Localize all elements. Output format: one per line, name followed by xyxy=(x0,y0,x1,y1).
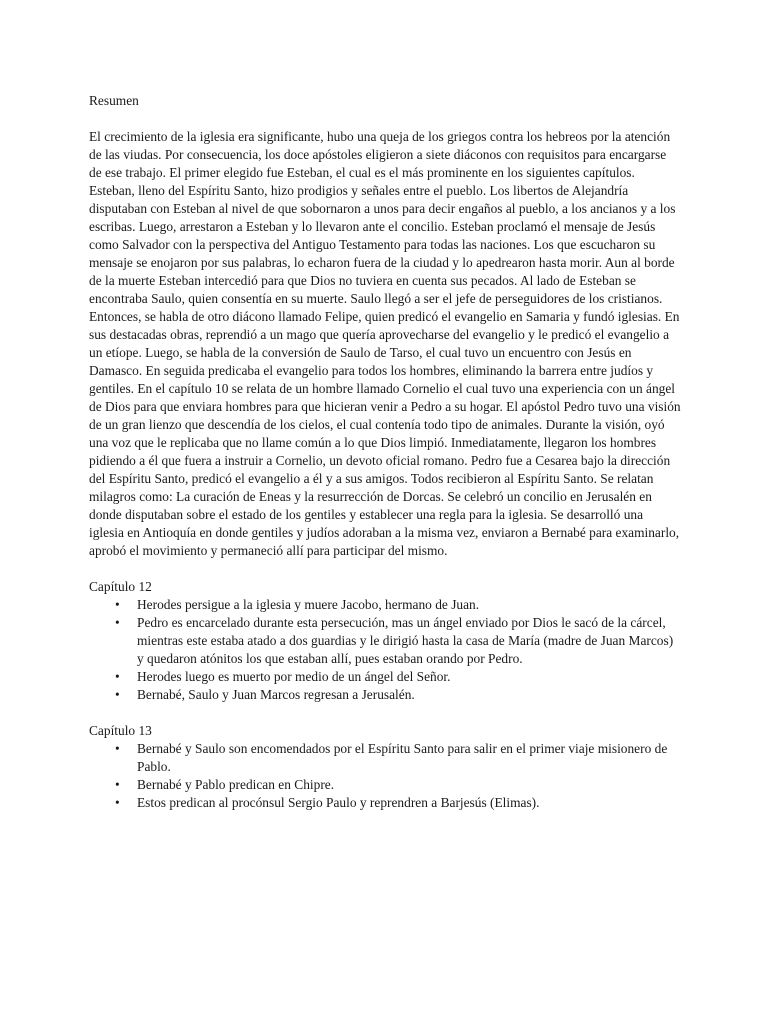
list-item-text: Herodes persigue a la iglesia y muere Jacobo, hermano de Juan. xyxy=(137,597,480,612)
list-item-text: Bernabé y Saulo son encomendados por el Espíritu Santo para salir en el primer viaje misionero de Pablo. xyxy=(137,741,668,774)
bullet-icon: • xyxy=(115,777,120,792)
list-item xyxy=(89,686,681,704)
list-item xyxy=(89,614,681,668)
chapter-12-list xyxy=(89,596,681,704)
list-item-text: Pedro es encarcelado durante esta persecución, mas un ángel enviado por Dios le sacó de la cárcel, mientras este estaba atado a dos guardias y le dirigió hasta la casa de María (madre de Juan Marcos) y quedaron atónitos los que estaban allí, pues estaban orando por Pedro. xyxy=(137,615,674,666)
list-item xyxy=(89,596,681,614)
summary-paragraph: El crecimiento de la iglesia era significante, hubo una queja de los griegos contra los hebreos por la atención de las viudas. Por consecuencia, los doce apóstoles eligieron a siete diáconos con requisitos para encargarse de ese trabajo. El primer elegido fue Esteban, el cual es el más prominente en los siguientes capítulos. Esteban, lleno del Espíritu Santo, hizo prodigios y señales entre el pueblo. Los libertos de Alejandría disputaban con Esteban al nivel de que sobornaron a unos para decir engaños al pueblo, a los ancianos y a los escribas. Luego, arrestaron a Esteban y lo llevaron ante el concilio. Esteban proclamó el mensaje de Jesús como Salvador con la perspectiva del Antiguo Testamento para todas las naciones. Los que escucharon su mensaje se enojaron por sus palabras, lo echaron fuera de la ciudad y lo apedrearon hasta morir. Aun al borde de la muerte Esteban intercedió para que Dios no tuviera en cuenta sus pecados. Al lado de Esteban se encontraba Saulo, quien consentía en su muerte. Saulo llegó a ser el jefe de perseguidores de los cristianos. Entonces, se habla de otro diácono llamado Felipe, quien predicó el evangelio en Samaria y fundó iglesias. En sus destacadas obras, reprendió a un mago que quería aprovecharse del evangelio y le predicó el evangelio a un etíope. Luego, se habla de la conversión de Saulo de Tarso, el cual tuvo un encuentro con Jesús en Damasco. En seguida predicaba el evangelio para todos los hombres, eliminando la barrera entre judíos y gentiles. En el capítulo 10 se relata de un hombre llamado Cornelio el cual tuvo una experiencia con un ángel de Dios para que enviara hombres para que hicieran venir a Pedro a su hogar. El apóstol Pedro tuvo una visión de un gran lienzo que descendía de los cielos, el cual contenía todo tipo de animales. Durante la visión, oyó una voz que le replicaba que no llame común a lo que Dios limpió. Inmediatamente, llegaron los hombres pidiendo a él que fuera a instruir a Cornelio, un devoto oficial romano. Pedro fue a Cesarea bajo la dirección del Espíritu Santo, predicó el evangelio a él y a sus amigos. Todos recibieron al Espíritu Santo. Se relatan milagros como: La curación de Eneas y la resurrección de Dorcas. Se celebró un concilio en Jerusalén en donde disputaban sobre el estado de los gentiles y establecer una regla para la iglesia. Se desarrolló una iglesia en Antioquía en donde gentiles y judíos adoraban a la misma vez, enviaron a Bernabé para examinarlo, aprobó el movimiento y permaneció allí para participar del mismo. xyxy=(89,129,681,558)
list-item-text: Bernabé, Saulo y Juan Marcos regresan a Jerusalén. xyxy=(137,687,415,702)
list-item xyxy=(89,740,681,776)
bullet-icon: • xyxy=(115,669,120,684)
bullet-icon: • xyxy=(115,795,120,810)
list-item xyxy=(89,668,681,686)
summary-heading: Resumen xyxy=(89,93,139,108)
chapter-13-title: Capítulo 13 xyxy=(89,723,152,738)
list-item-text: Estos predican al procónsul Sergio Paulo y reprendren a Barjesús (Elimas). xyxy=(137,795,540,810)
chapter-12-title: Capítulo 12 xyxy=(89,579,152,594)
chapter-13-list xyxy=(89,740,681,812)
bullet-icon: • xyxy=(115,615,120,630)
bullet-icon: • xyxy=(115,687,120,702)
document-page xyxy=(89,92,681,812)
list-item xyxy=(89,776,681,794)
chapter-13-section xyxy=(89,722,681,812)
bullet-icon: • xyxy=(115,741,120,756)
bullet-icon: • xyxy=(115,597,120,612)
list-item xyxy=(89,794,681,812)
list-item-text: Bernabé y Pablo predican en Chipre. xyxy=(137,777,335,792)
list-item-text: Herodes luego es muerto por medio de un ángel del Señor. xyxy=(137,669,451,684)
chapter-12-section xyxy=(89,578,681,704)
